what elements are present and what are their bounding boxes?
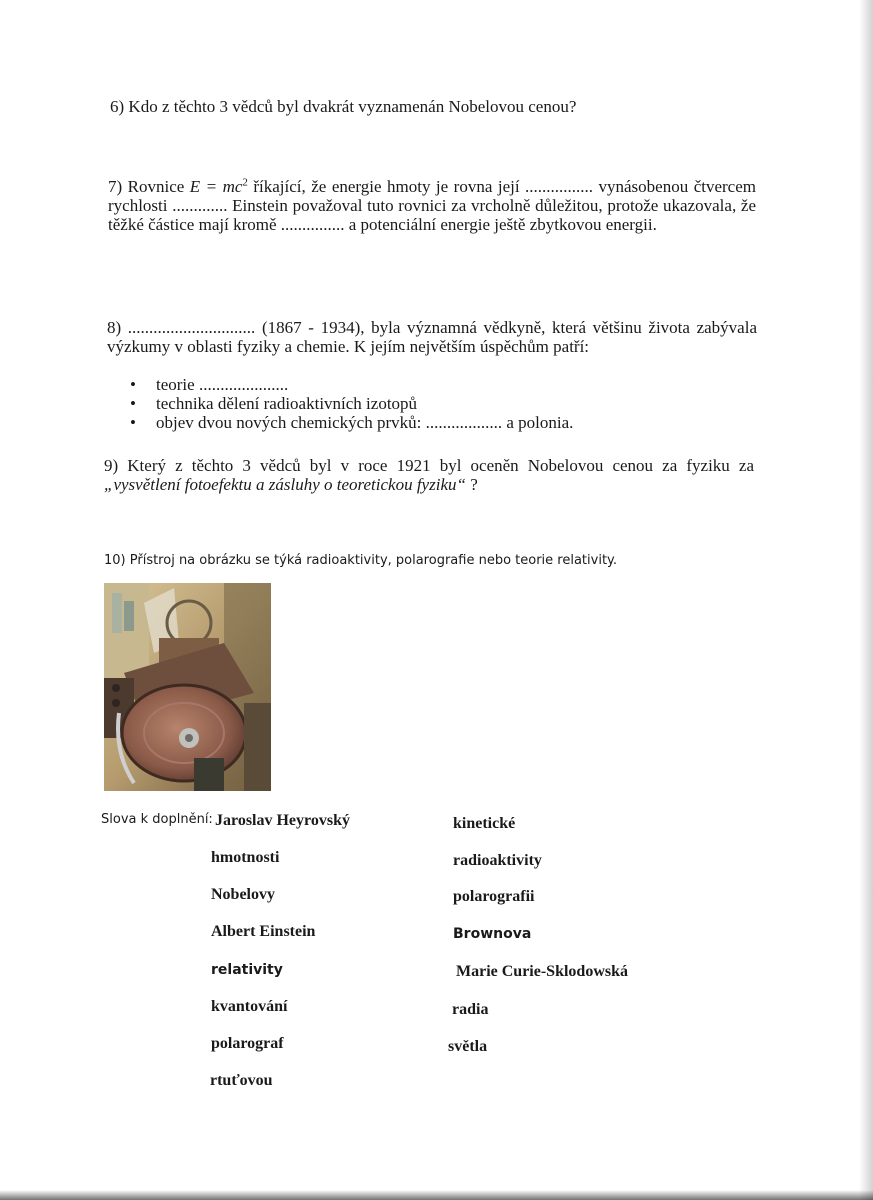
list-item: • teorie .....................: [130, 375, 573, 394]
words-label: Slova k doplnění:: [101, 812, 213, 827]
word-left-8: rtuťovou: [210, 1072, 273, 1089]
word-left-1: Jaroslav Heyrovský: [215, 812, 350, 829]
word-right-1: kinetické: [453, 815, 516, 832]
question-10: 10) Přístroj na obrázku se týká radioaktivity, polarografie nebo teorie relativity.: [104, 553, 618, 568]
list-item: • objev dvou nových chemických prvků: .................. a polonia.: [130, 413, 573, 432]
equation-e: E: [189, 177, 201, 196]
list-item: • technika dělení radioaktivních izotopů: [130, 394, 573, 413]
word-left-5: relativity: [211, 962, 283, 978]
word-right-6: radia: [452, 1001, 489, 1018]
word-right-2: radioaktivity: [453, 852, 542, 869]
question-7-lead: 7) Rovnice: [108, 177, 190, 196]
word-right-5: Marie Curie-Sklodowská: [456, 963, 628, 980]
equation-exponent: 2: [242, 176, 248, 189]
question-7-text: říkající, že energie hmoty je rovna její ................ vynásobenou čtvercem rychlosti ............. Einstein považoval tuto rovnici za vrcholně důležitou, protože ukazovala, že těžké částice mají kromě ............... a potenciální energie ještě zbytkovou energii.: [108, 177, 756, 234]
question-9-tail: ?: [465, 475, 478, 494]
word-left-2: hmotnosti: [211, 849, 280, 866]
question-9-quote: „vysvětlení fotoefektu a zásluhy o teoretickou fyziku“: [104, 475, 466, 494]
question-9-text: 9) Který z těchto 3 vědců byl v roce 1921 byl oceněn Nobelovou cenou za fyziku za: [104, 456, 754, 475]
word-left-4: Albert Einstein: [211, 923, 316, 940]
equation-mc: = mc: [200, 177, 243, 196]
question-9: [104, 456, 754, 494]
achievements-list: [130, 375, 573, 432]
polarograph-photo: [104, 583, 271, 791]
polarograph-photo-drawing: [104, 583, 271, 791]
word-right-4: Brownova: [453, 926, 532, 942]
scan-edge-shadow: [859, 0, 873, 1200]
word-right-3: polarografii: [453, 888, 535, 905]
word-left-6: kvantování: [211, 998, 288, 1015]
word-left-3: Nobelovy: [211, 886, 275, 903]
question-6: 6) Kdo z těchto 3 vědců byl dvakrát vyznamenán Nobelovou cenou?: [110, 97, 577, 116]
word-left-7: polarograf: [211, 1035, 284, 1052]
question-8: 8) .............................. (1867 - 1934), byla významná vědkyně, která většinu života zabývala výzkumy v oblasti fyziky a chemie. K jejím největším úspěchům patří:: [107, 318, 757, 356]
scan-bottom-edge: [0, 1190, 873, 1200]
question-7: [108, 177, 756, 234]
word-right-7: světla: [448, 1038, 488, 1055]
